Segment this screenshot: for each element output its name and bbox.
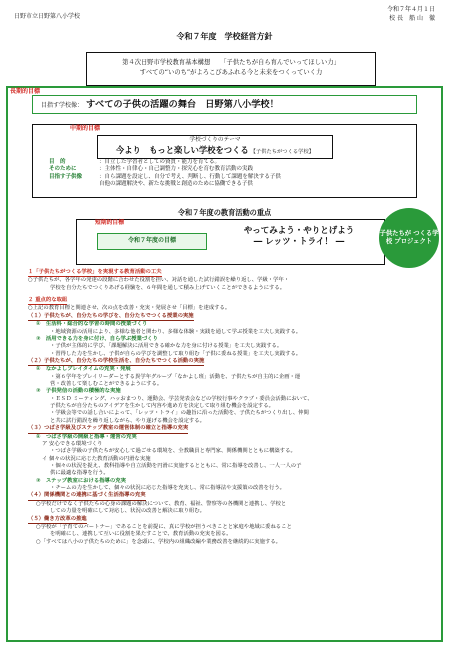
body-line: （４）関係機関との連携に基づく生活指導の充実 bbox=[28, 492, 146, 500]
body-line: しての力量を明確にして対応し、状況の改善と解決に取り組む。 bbox=[50, 508, 205, 515]
body-line: ① なかよしプレイタイムの充実・発展 bbox=[36, 366, 131, 373]
vision-ability: 「子供たちが自ら育んでいってほしい力」 bbox=[220, 59, 340, 66]
body-line: ・チームの力を生かして、個々の状況に応じた指導を充実し、常に指導法や支援策の改善を行う。 bbox=[50, 485, 286, 492]
goal-row: 自他の課題解決や、新たな挑戦と創造のために協働できる子供 bbox=[99, 181, 253, 188]
theme-line bbox=[98, 145, 332, 157]
goal-list bbox=[49, 159, 409, 189]
body-line: ・つばさ学級の子供たちが安心して過ごせる環境を、全教職員と専門家、関係機関とともに構築する。 bbox=[50, 448, 296, 455]
body-line: ・子供が主体的に学び、「課題解決に活用できる確かな力を身に付ける授業」を工夫し実践する。 bbox=[50, 343, 283, 350]
slogan-line-1: やってみよう・やりとげよう bbox=[243, 226, 355, 236]
mid-term-badge: 中期的目標 bbox=[70, 125, 101, 132]
body-line: ① つばさ学級の開級と指導・運営の充実 bbox=[36, 433, 137, 440]
body-line: ・習得した力を生かし、子供が自らの学びを調整して取り組む「子供に委ねる授業」を工夫し実践する。 bbox=[50, 350, 302, 357]
body-line: ○子供たちが、各学年の発達の段階に合わせた役割を担い、対話を通した試行錯誤を繰り返し、学級・学年・ bbox=[28, 277, 290, 284]
issue-date: 令和７年４月１日 bbox=[386, 6, 435, 13]
project-badge-text: 子供たちが つくる学校 プロジェクト bbox=[379, 229, 439, 245]
body-line: ・学級会等での話し合いによって、「レッツ・トライ」の趣旨に沿った活動を、子供たちがつくり出し、仲間 bbox=[50, 410, 309, 417]
body-line: ② 活用できる力を身に付け、自ら学ぶ授業づくり bbox=[36, 335, 158, 342]
school-goal-box bbox=[32, 95, 417, 114]
body-line: ○「すべては八小の子供たちのために」を念頭に、学校内の組織改編や業務改善を継続的に実施する。 bbox=[36, 538, 282, 545]
body-line: ② ステップ教室における指導の充実 bbox=[36, 477, 126, 484]
body-line: 子供たちが自分たちのアイデアを生かして内容や進め方を決定して取り組む機会を設定する。 bbox=[50, 403, 274, 410]
theme-main: 今より もっと楽しい学校をつくる bbox=[115, 144, 249, 155]
goal-row: 目指す子供像 ：自ら課題を設定し、自分で考え、判断し、行動して課題を解決する子供 bbox=[49, 173, 281, 180]
body-line: ○学校だけでなく子供たちの心身の課題の解決について、教育、福祉、警察等の各機関と連携し、学校と bbox=[36, 500, 287, 507]
body-line: 供に最適な指導を行う。 bbox=[50, 470, 109, 477]
header-meta bbox=[387, 6, 435, 23]
body-line: ○学校が「子育てのパートナー」であることを前提に、真に学校が担うべきことと家庭や地域に委ねること bbox=[36, 523, 292, 530]
theme-label: 学校づくりのテーマ bbox=[189, 137, 241, 143]
vision-line-2: すべての“いのち”がよろこびあふれる今と未来をつくっていく力 bbox=[139, 69, 323, 77]
body-line: （２）子供たちが、自分たちの学校生活を、自分たちでつくる活動の実施 bbox=[28, 358, 204, 366]
body-line: を明確にし、連携して互いに役割を果たすことで、教育活動の充実を図る。 bbox=[50, 531, 232, 538]
goal-row: 目 的 ：自立した学習者としての資質・能力を育てる。 bbox=[49, 159, 221, 165]
theme-sub: 【子供たちがつくる学校】 bbox=[250, 148, 315, 155]
slogan-line-2: ― レッツ・トライ！ ― bbox=[253, 236, 345, 247]
body-line: ○上記の教育目標と関連させ、次の点を改善・充実・発展させ「目標」を達成する。 bbox=[28, 305, 231, 312]
project-badge bbox=[379, 208, 439, 268]
body-line: ・地域資源の活用により、多様な他者と関わり、多様な体験・実践を通して学ぶ授業を工夫し実践する。 bbox=[50, 328, 302, 335]
body-line: １「子供たちがつくる学校」を実現する教育活動の工夫 bbox=[28, 269, 162, 277]
section-title: 令和７年度の教育活動の重点 bbox=[177, 208, 272, 217]
vision-line-1 bbox=[87, 58, 375, 68]
short-term-badge: 短期的目標 bbox=[95, 220, 124, 226]
principal-name: 校 長 船 山 徹 bbox=[389, 14, 435, 22]
body-line: 営・改善して楽しむことができるようにする。 bbox=[50, 381, 163, 388]
fy-goal-label: 令和７年度の目標 bbox=[97, 233, 207, 250]
vision-box bbox=[86, 52, 376, 86]
body-line: と共に試行錯誤を繰り返しながら、やり遂げる機会を設定する。 bbox=[50, 417, 205, 424]
body-line: ・個々の状況を捉え、教科指導や自立活動を円滑に実施するとともに、常に指導を改善し、一人一人の子 bbox=[50, 462, 302, 469]
body-line: ２ 重点的な取組 bbox=[28, 297, 67, 305]
body-line: ア 安心できる環境づくり bbox=[42, 440, 103, 447]
body-line: ・ＥＳＤ ミーティング、ハッおまつり、運動会、学芸発表会などの学校行事やクラブ・委員会活動において、 bbox=[50, 395, 313, 402]
school-goal-prefix: 目指す学校像： bbox=[41, 102, 84, 109]
body-line: イ 個々の状況に応じた教育活動の円滑な実施 bbox=[42, 455, 151, 462]
school-goal: すべての子供の活躍の舞台 日野第八小学校！ bbox=[86, 99, 279, 110]
long-term-badge: 長期的目標 bbox=[10, 88, 41, 95]
slogan bbox=[214, 226, 384, 248]
school-name: 日野市立日野第八小学校 bbox=[14, 13, 81, 20]
policy-body bbox=[28, 268, 431, 546]
body-line: （１）子供たちが、自分たちの学びを、自分たちでつくる授業の実施 bbox=[28, 313, 194, 321]
body-line: ① 生活科・総合的な学習の時間の授業づくり bbox=[36, 321, 148, 328]
body-line: ② 子供発信の活動の積極的な実施 bbox=[36, 388, 121, 395]
body-line: （３）つばさ学級及びステップ教室の運営体制の確立と指導の充実 bbox=[28, 425, 188, 433]
page-title: 令和７年度 学校経営方針 bbox=[176, 32, 273, 41]
body-line bbox=[28, 292, 431, 296]
goal-row: そのために ：主体性・自律心・自己調整力・探究心を育む教育活動の実践 bbox=[49, 166, 254, 173]
body-line: ・第６学年をプレイリーダーとする異学年グループ「なかよし班」活動を、子供たちが自主的に企画・運 bbox=[50, 373, 301, 380]
body-line: （５）働き方改革の推進 bbox=[28, 516, 87, 524]
body-line: 学校を自分たちでつくりあげる経験を、６年間を通して積み上げていくことができるようにする。 bbox=[50, 284, 286, 291]
vision-label: 第４次日野市学校教育基本構想 bbox=[122, 59, 211, 66]
theme-box bbox=[97, 135, 333, 159]
